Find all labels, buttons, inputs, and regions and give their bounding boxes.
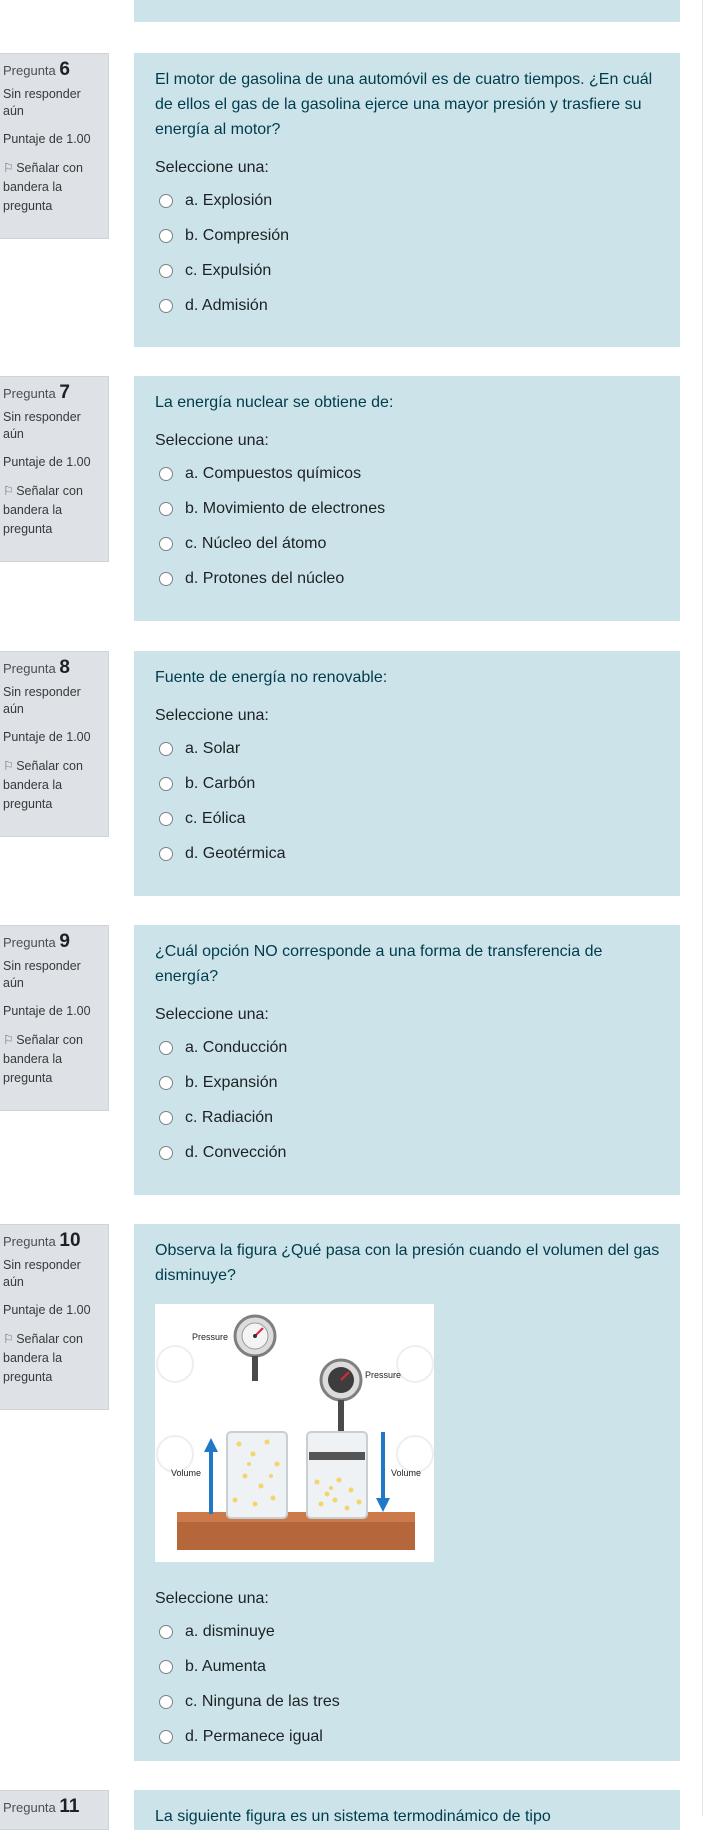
answer-prompt: Seleccione una: xyxy=(155,432,269,449)
answer-prompt: Seleccione una: xyxy=(155,1006,269,1023)
question-grade: Puntaje de 1.00 xyxy=(3,730,91,744)
answer-option[interactable]: c. Expulsión xyxy=(155,253,660,288)
radio-button[interactable] xyxy=(159,1695,173,1709)
answer-prompt: Seleccione una: xyxy=(155,159,269,176)
flag-icon: ⚐ xyxy=(3,161,15,175)
answer-option[interactable]: c. Radiación xyxy=(155,1100,660,1135)
question-state: Sin responder aún xyxy=(3,685,81,716)
question-text: Fuente de energía no renovable: xyxy=(155,669,388,686)
radio-button[interactable] xyxy=(159,1146,173,1160)
answer-option[interactable]: b. Aumenta xyxy=(155,1649,660,1684)
page-right-border xyxy=(702,0,703,1816)
answer-options xyxy=(155,731,660,871)
question-content-7 xyxy=(134,376,680,621)
question-state: Sin responder aún xyxy=(3,410,81,441)
flag-icon: ⚐ xyxy=(3,484,15,498)
flag-icon: ⚐ xyxy=(3,759,15,773)
answer-prompt: Seleccione una: xyxy=(155,1590,269,1607)
radio-button[interactable] xyxy=(159,1041,173,1055)
question-info-6 xyxy=(0,53,109,239)
radio-button[interactable] xyxy=(159,1730,173,1744)
volume-label-right: Volume xyxy=(391,1468,422,1478)
radio-button[interactable] xyxy=(159,812,173,826)
flag-question-link[interactable]: ⚐ Señalar con bandera la pregunta xyxy=(3,1033,83,1085)
question-text: ¿Cuál opción NO corresponde a una forma de transferencia de energía? xyxy=(155,943,603,985)
question-grade: Puntaje de 1.00 xyxy=(3,1303,91,1317)
answer-option[interactable]: a. disminuye xyxy=(155,1614,660,1649)
radio-button[interactable] xyxy=(159,264,173,278)
radio-button[interactable] xyxy=(159,1111,173,1125)
answer-option[interactable]: a. Explosión xyxy=(155,183,660,218)
answer-option[interactable]: c. Eólica xyxy=(155,801,660,836)
radio-button[interactable] xyxy=(159,229,173,243)
radio-button[interactable] xyxy=(159,299,173,313)
question-state: Sin responder aún xyxy=(3,959,81,990)
radio-button[interactable] xyxy=(159,502,173,516)
question-state: Sin responder aún xyxy=(3,1258,81,1289)
answer-option[interactable]: d. Geotérmica xyxy=(155,836,660,871)
radio-button[interactable] xyxy=(159,742,173,756)
question-content-9 xyxy=(134,925,680,1195)
pressure-volume-figure xyxy=(155,1304,434,1562)
question-text: La siguiente figura es un sistema termodinámico de tipo xyxy=(155,1808,551,1825)
flag-icon: ⚐ xyxy=(3,1332,15,1346)
question-info-10 xyxy=(0,1224,109,1410)
question-text: El motor de gasolina de una automóvil es de cuatro tiempos. ¿En cuál de ellos el gas de la gasolina ejerce una mayor presión y trasfiere su energía al motor? xyxy=(155,71,653,138)
flag-question-link[interactable]: ⚐ Señalar con bandera la pregunta xyxy=(3,1332,83,1384)
answer-option[interactable]: b. Movimiento de electrones xyxy=(155,491,660,526)
radio-button[interactable] xyxy=(159,1625,173,1639)
question-content-8 xyxy=(134,651,680,896)
radio-button[interactable] xyxy=(159,572,173,586)
volume-label-left: Volume xyxy=(171,1468,202,1478)
question-grade: Puntaje de 1.00 xyxy=(3,132,91,146)
question-number: Pregunta 8 xyxy=(3,657,70,678)
answer-option[interactable]: a. Solar xyxy=(155,731,660,766)
radio-button[interactable] xyxy=(159,537,173,551)
question-number: Pregunta 9 xyxy=(3,931,70,952)
radio-button[interactable] xyxy=(159,1660,173,1674)
answer-option[interactable]: b. Compresión xyxy=(155,218,660,253)
question-info-7 xyxy=(0,376,109,562)
radio-button[interactable] xyxy=(159,1076,173,1090)
answer-option[interactable]: b. Expansión xyxy=(155,1065,660,1100)
question-info-9 xyxy=(0,925,109,1111)
question-text: Observa la figura ¿Qué pasa con la presión cuando el volumen del gas disminuye? xyxy=(155,1242,660,1284)
question-grade: Puntaje de 1.00 xyxy=(3,455,91,469)
question-content-6 xyxy=(134,53,680,347)
answer-option[interactable]: c. Ninguna de las tres xyxy=(155,1684,660,1719)
question-content-11 xyxy=(134,1790,680,1830)
question-info-11 xyxy=(0,1790,109,1830)
pressure-label-right: Pressure xyxy=(365,1370,402,1380)
radio-button[interactable] xyxy=(159,467,173,481)
answer-option[interactable]: d. Protones del núcleo xyxy=(155,561,660,596)
previous-question-content-tail xyxy=(134,0,680,22)
flag-question-link[interactable]: ⚐ Señalar con bandera la pregunta xyxy=(3,484,83,536)
answer-option[interactable]: d. Admisión xyxy=(155,288,660,323)
question-number: Pregunta 11 xyxy=(3,1796,80,1817)
radio-button[interactable] xyxy=(159,194,173,208)
answer-options xyxy=(155,1614,660,1754)
answer-option[interactable]: a. Conducción xyxy=(155,1030,660,1065)
flag-question-link[interactable]: ⚐ Señalar con bandera la pregunta xyxy=(3,161,83,213)
flag-question-link[interactable]: ⚐ Señalar con bandera la pregunta xyxy=(3,759,83,811)
radio-button[interactable] xyxy=(159,847,173,861)
pressure-label-left: Pressure xyxy=(192,1332,229,1342)
answer-option[interactable]: d. Convección xyxy=(155,1135,660,1170)
flag-icon: ⚐ xyxy=(3,1033,15,1047)
answer-option[interactable]: a. Compuestos químicos xyxy=(155,456,660,491)
piston-diagram xyxy=(155,1304,434,1562)
answer-options xyxy=(155,456,660,596)
answer-option[interactable]: c. Núcleo del átomo xyxy=(155,526,660,561)
question-number: Pregunta 6 xyxy=(3,59,70,80)
question-grade: Puntaje de 1.00 xyxy=(3,1004,91,1018)
question-number: Pregunta 10 xyxy=(3,1230,81,1251)
answer-option[interactable]: d. Permanece igual xyxy=(155,1719,660,1754)
answer-prompt: Seleccione una: xyxy=(155,707,269,724)
question-number: Pregunta 7 xyxy=(3,382,70,403)
answer-options xyxy=(155,1030,660,1170)
question-content-10 xyxy=(134,1224,680,1761)
radio-button[interactable] xyxy=(159,777,173,791)
question-state: Sin responder aún xyxy=(3,87,81,118)
answer-options xyxy=(155,183,660,323)
question-text: La energía nuclear se obtiene de: xyxy=(155,394,394,411)
answer-option[interactable]: b. Carbón xyxy=(155,766,660,801)
question-info-8 xyxy=(0,651,109,837)
